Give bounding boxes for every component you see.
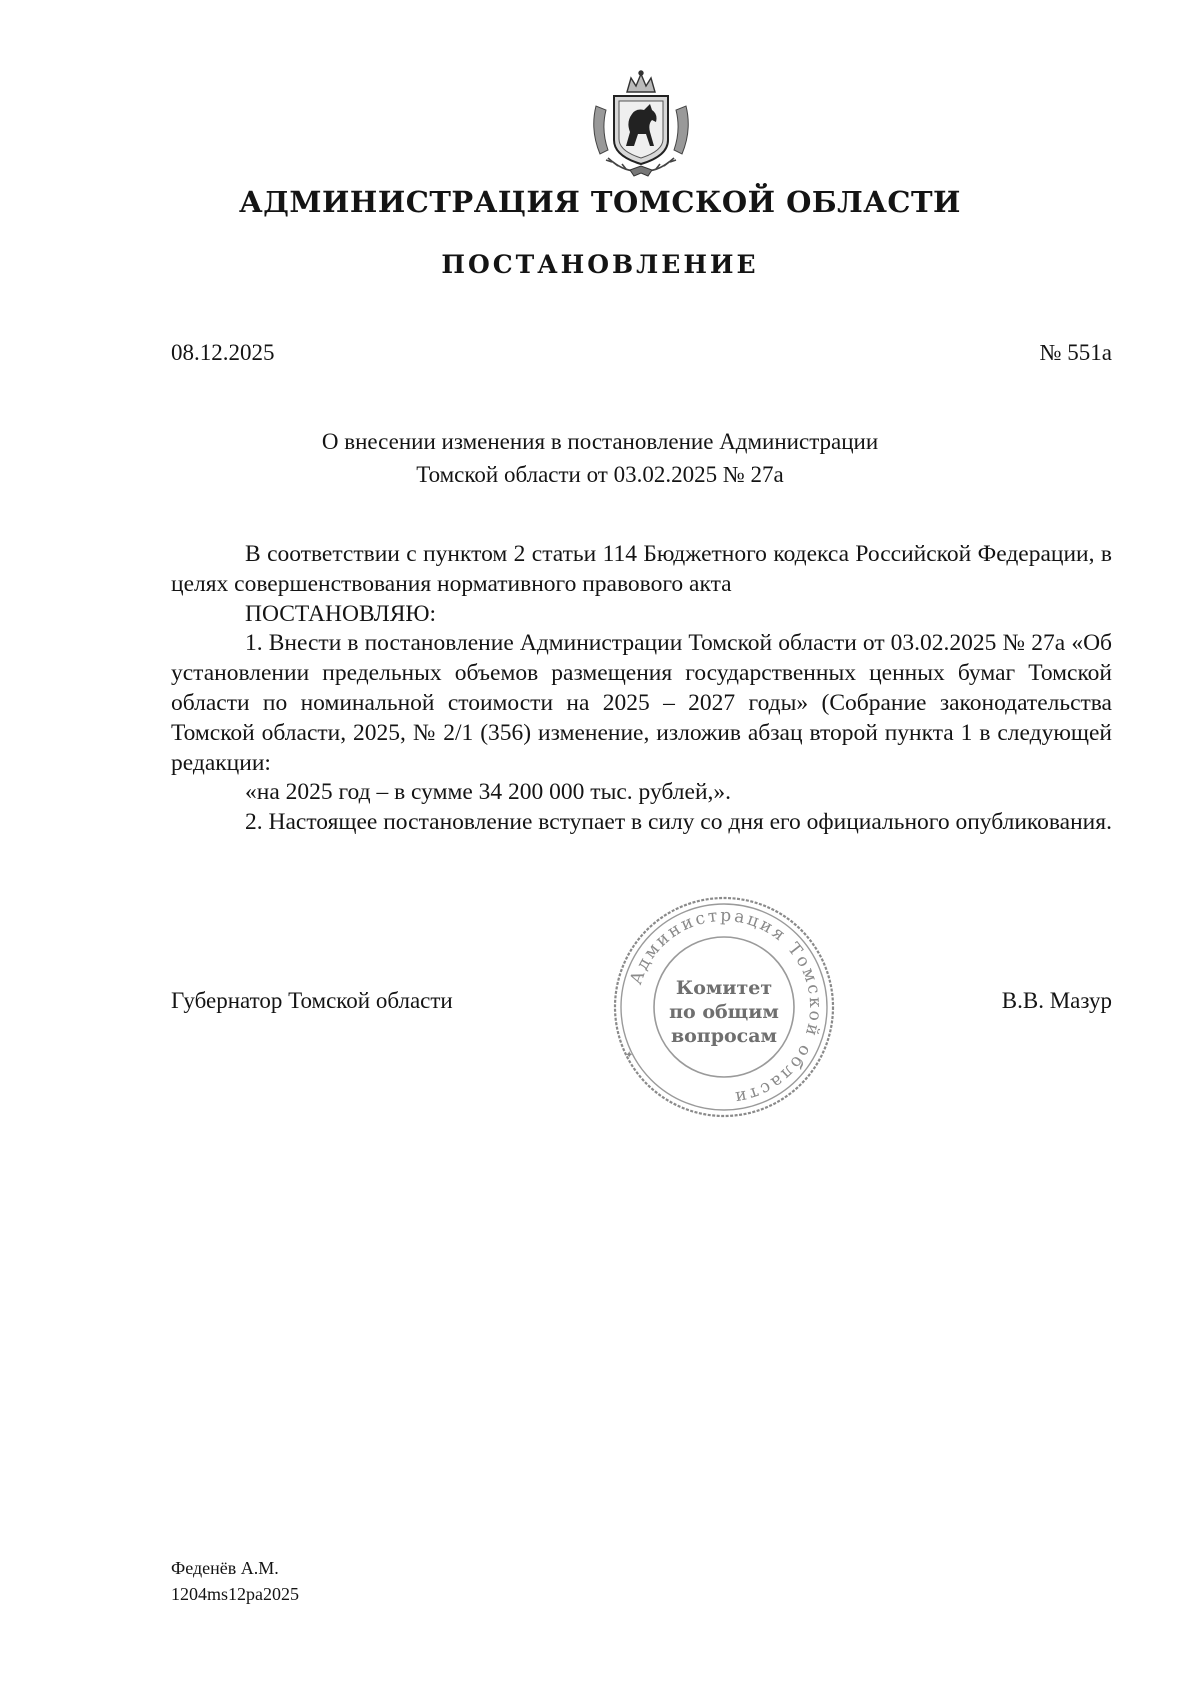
svg-text:✦: ✦ (625, 1050, 634, 1061)
document-date: 08.12.2025 (171, 340, 275, 365)
quoted-amendment: «на 2025 год – в сумме 34 200 000 тыс. рублей,». (245, 779, 732, 806)
svg-text:Администрация Томской области: Администрация Томской области (626, 905, 826, 1108)
stamp-center-line: по общим (669, 1001, 779, 1023)
preamble-paragraph: В соответствии с пунктом 2 статьи 114 Бюджетного кодекса Российской Федерации, в целях совершенствования нормативного правового акта (171, 541, 1112, 597)
subject-line: О внесении изменения в постановление Администрации (321, 429, 879, 454)
signer-name: В.В. Мазур (1001, 988, 1112, 1013)
executor-name: Феденёв А.М. (171, 1558, 279, 1578)
resolve-heading: ПОСТАНОВЛЯЮ: (245, 600, 437, 627)
document-subject (0, 425, 1200, 491)
executor-info (171, 1555, 299, 1607)
signer-title: Губернатор Томской области (171, 988, 453, 1013)
document-type: ПОСТАНОВЛЕНИЕ (441, 250, 759, 279)
document-body (171, 540, 1112, 838)
coat-of-arms-emblem (586, 70, 696, 178)
item-2-paragraph: 2. Настоящее постановление вступает в силу со дня его официального опубликования. (245, 809, 1112, 836)
document-code: 1204ms12pa2025 (171, 1584, 299, 1604)
item-1-paragraph: 1. Внести в постановление Администрации Томской области от 03.02.2025 № 27а «Об установлении предельных объемов размещения государственных ценных бумаг Томской области по номинальной стоимости на 2025 – 2027 годы» (Собрание законодательства Томской области, 2025, № 2/1 (356) изменение, изложив абзац второй пункта 1 в следующей редакции: (171, 630, 1112, 776)
stamp-center-line: вопросам (670, 1025, 778, 1047)
subject-line: Томской области от 03.02.2025 № 27а (416, 462, 784, 487)
organization-title: АДМИНИСТРАЦИЯ ТОМСКОЙ ОБЛАСТИ (239, 185, 961, 219)
stamp-center-line: Комитет (675, 977, 773, 999)
document-number: № 551а (1039, 340, 1112, 365)
official-stamp (610, 893, 838, 1121)
